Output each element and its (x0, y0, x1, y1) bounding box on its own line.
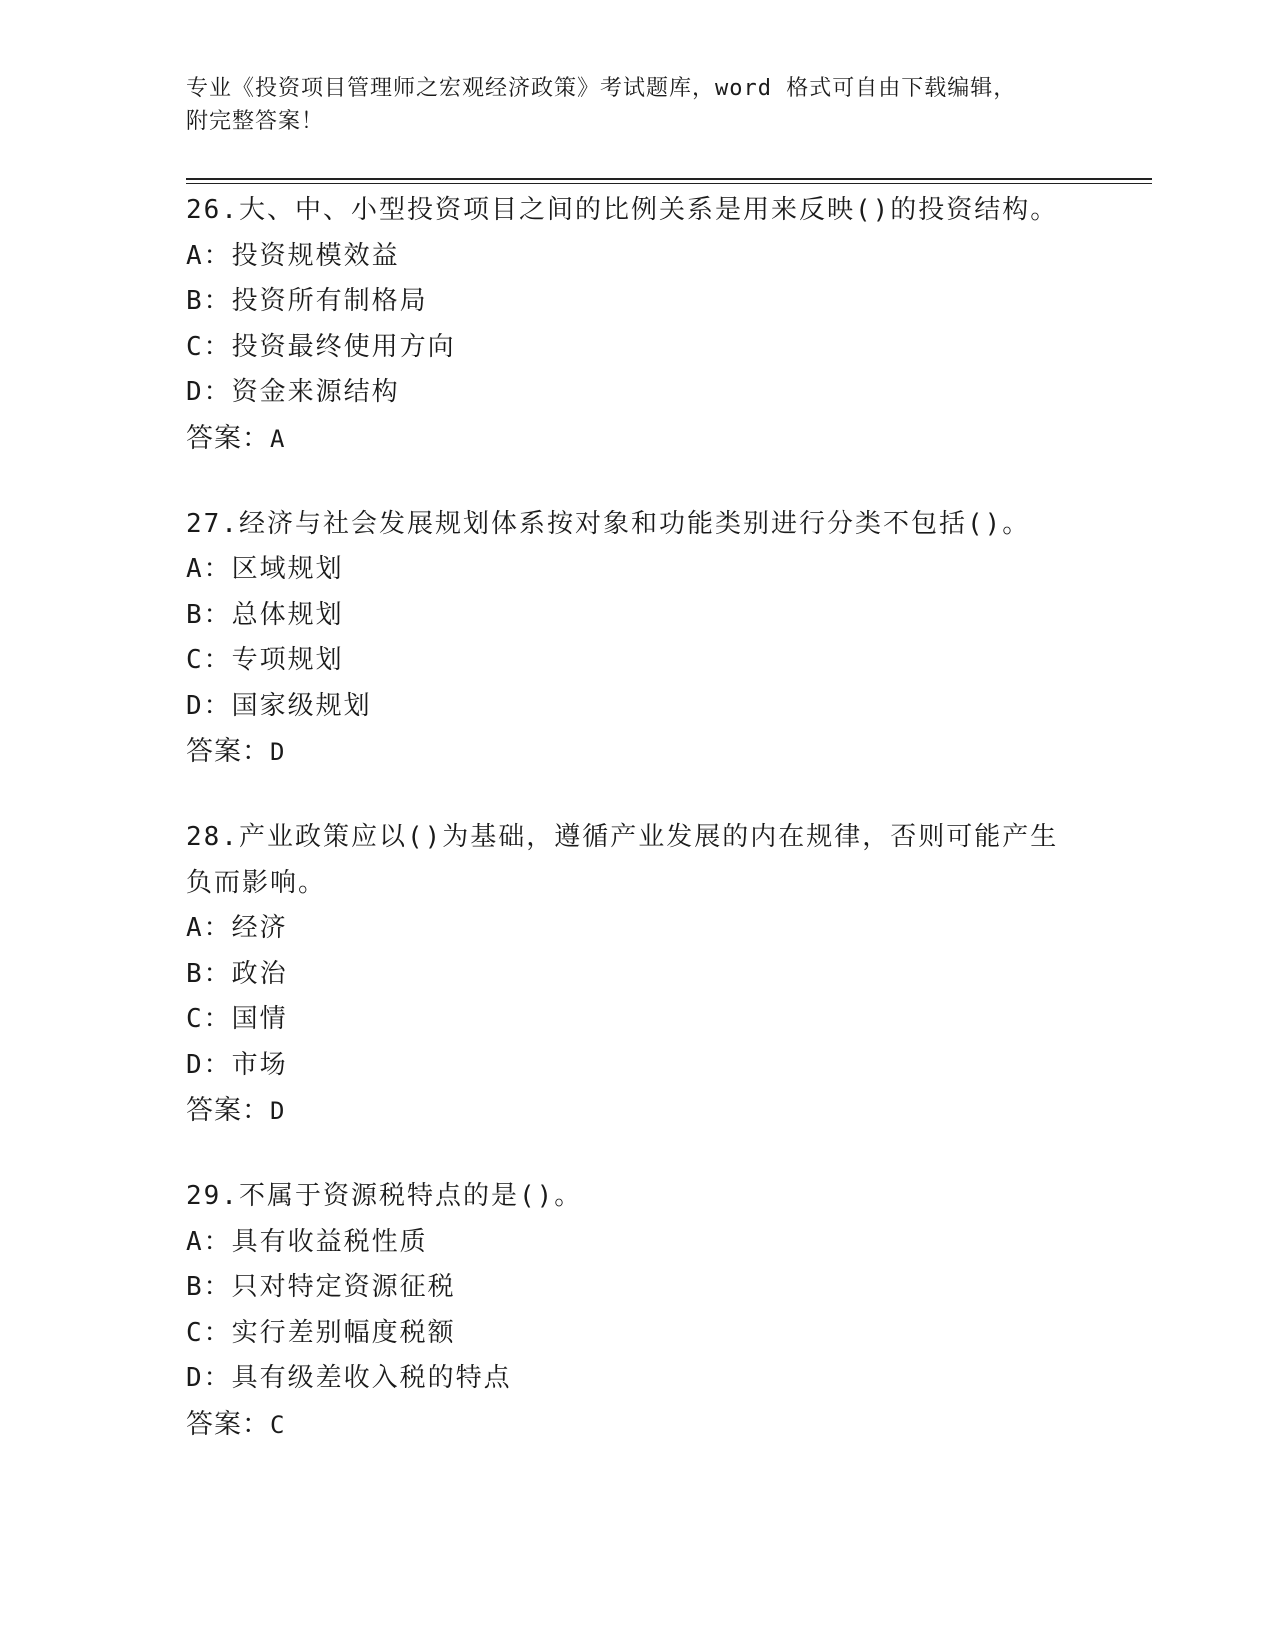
option-d: D：国家级规划 (186, 690, 372, 721)
answer-value: A (270, 424, 286, 453)
option-a: A：经济 (186, 913, 288, 943)
header-divider-thick (186, 178, 1152, 180)
question-list (186, 188, 1086, 1488)
answer-label: 答案： (186, 422, 270, 454)
option-c: C：实行差别幅度税额 (186, 1317, 456, 1348)
option-a: A：具有收益税性质 (186, 1226, 428, 1257)
option-b: B：总体规划 (186, 599, 344, 630)
option-d: D：资金来源结构 (186, 377, 400, 407)
header-line-2: 附完整答案！ (186, 109, 325, 134)
answer-line (186, 416, 1086, 462)
document-header (186, 72, 1086, 138)
option-d: D：具有级差收入税的特点 (186, 1363, 512, 1393)
answer-value: C (270, 1410, 286, 1439)
option-b: B：政治 (186, 958, 288, 989)
option-c: C：国情 (186, 1004, 288, 1034)
answer-label: 答案： (186, 1095, 270, 1126)
question-item (186, 502, 1086, 776)
answer-label: 答案： (186, 736, 270, 767)
answer-value: D (270, 738, 286, 766)
header-line-1: 专业《投资项目管理师之宏观经济政策》考试题库，word 格式可自由下载编辑， (186, 76, 1017, 101)
question-stem: 29.不属于资源税特点的是()。 (186, 1181, 583, 1211)
option-d: D：市场 (186, 1049, 288, 1080)
answer-line (186, 1402, 1086, 1448)
option-c: C：专项规划 (186, 645, 344, 675)
answer-line (186, 729, 1086, 775)
header-divider-thin (186, 183, 1152, 184)
question-item (186, 815, 1086, 1134)
question-stem: 27.经济与社会发展规划体系按对象和功能类别进行分类不包括()。 (186, 508, 1031, 539)
option-c: C：投资最终使用方向 (186, 331, 456, 362)
option-a: A：区域规划 (186, 554, 344, 584)
question-stem: 28.产业政策应以()为基础，遵循产业发展的内在规律，否则可能产生负而影响。 (186, 822, 1059, 898)
answer-line (186, 1088, 1086, 1134)
option-b: B：只对特定资源征税 (186, 1272, 456, 1302)
option-b: B：投资所有制格局 (186, 286, 428, 316)
answer-label: 答案： (186, 1408, 270, 1440)
question-item (186, 1174, 1086, 1448)
option-a: A：投资规模效益 (186, 240, 400, 271)
answer-value: D (270, 1097, 286, 1125)
question-stem: 26.大、中、小型投资项目之间的比例关系是用来反映()的投资结构。 (186, 195, 1059, 225)
question-item (186, 188, 1086, 462)
